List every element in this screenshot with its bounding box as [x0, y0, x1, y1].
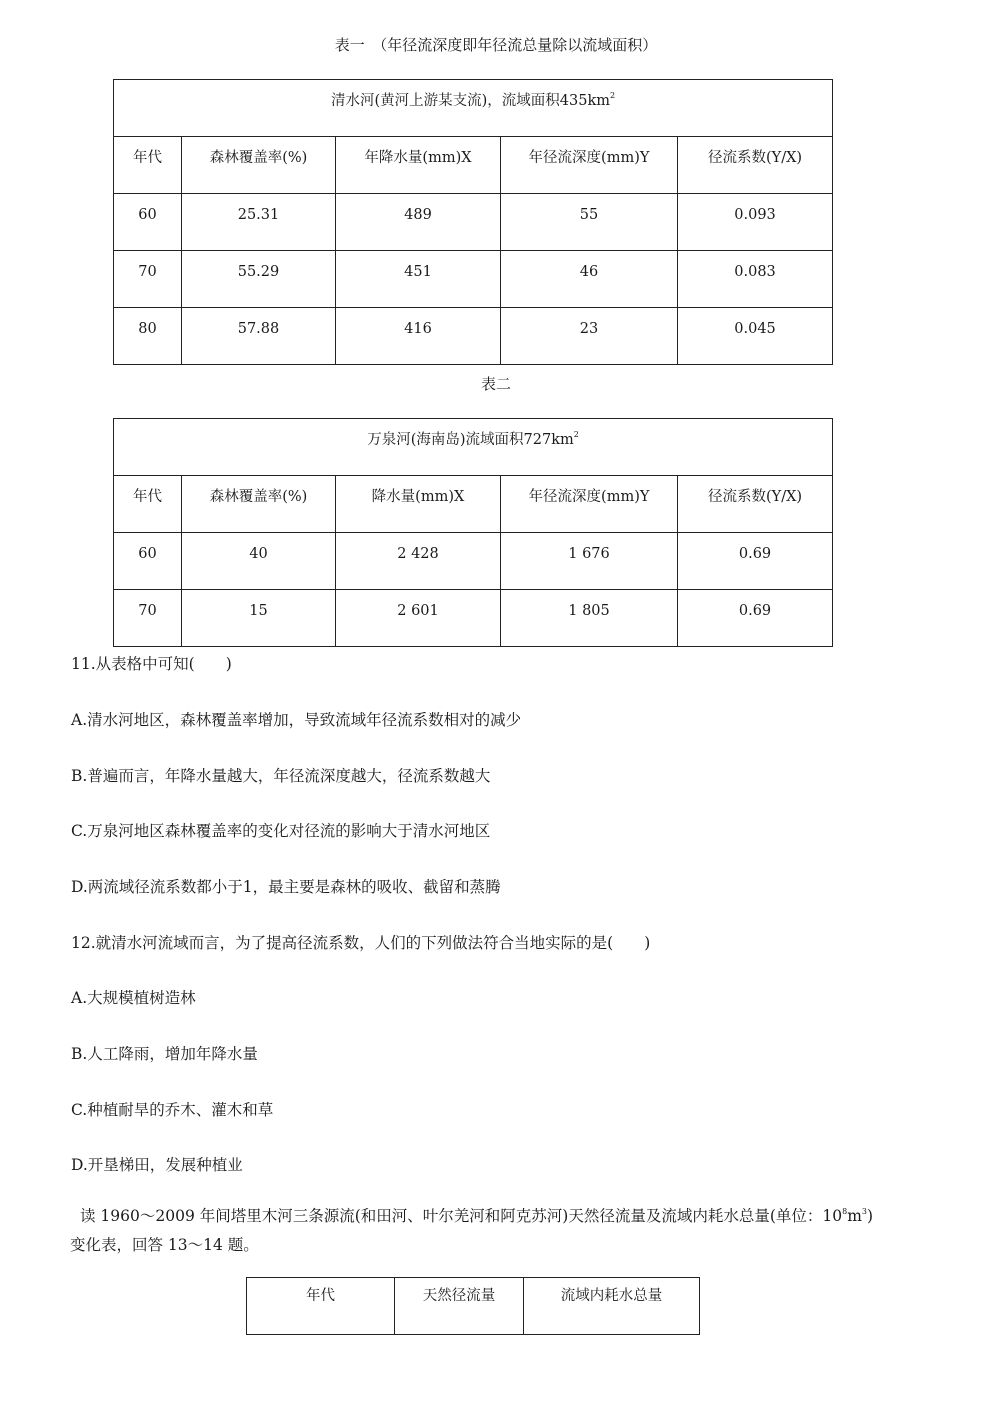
table1-caption: 表一 （年径流深度即年径流总量除以流域面积） [334, 36, 658, 54]
table-row [114, 533, 833, 590]
table-cell: 80 [114, 308, 182, 365]
table-row [114, 251, 833, 308]
question-11-option-a: A.清水河地区，森林覆盖率增加，导致流域年径流系数相对的减少 [71, 711, 522, 729]
table-cell: 15 [182, 590, 336, 647]
table1-title: 清水河(黄河上游某支流)，流域面积$435km^2$ [114, 80, 833, 137]
question-12-option-c: C.种植耐旱的乔木、灌木和草 [71, 1101, 274, 1119]
table3-header-cell: 流域内耗水总量 [524, 1278, 700, 1335]
table2-header-cell: 年代 [114, 476, 182, 533]
table-cell: 2 428 [336, 533, 501, 590]
table-cell: 0.69 [678, 590, 833, 647]
table-row [114, 308, 833, 365]
table-cell: 70 [114, 251, 182, 308]
question-12-stem: 12.就清水河流域而言，为了提高径流系数，人们的下列做法符合当地实际的是( ) [71, 934, 651, 952]
table-row [114, 194, 833, 251]
table1-header-cell: 年径流深度(mm)Y [501, 137, 678, 194]
question-11-option-b: B.普遍而言，年降水量越大，年径流深度越大，径流系数越大 [71, 767, 491, 785]
table-cell: 55 [501, 194, 678, 251]
table-cell: 489 [336, 194, 501, 251]
table-cell: 70 [114, 590, 182, 647]
question-12-option-b: B.人工降雨，增加年降水量 [71, 1045, 258, 1063]
table-cell: 60 [114, 194, 182, 251]
table2-title: 万泉河(海南岛)流域面积$727km^2$ [114, 419, 833, 476]
table-cell: 46 [501, 251, 678, 308]
table2-header-cell: 森林覆盖率(%) [182, 476, 336, 533]
question-12-option-a: A.大规模植树造林 [71, 989, 196, 1007]
table-cell: 25.31 [182, 194, 336, 251]
reading-passage: 读 1960～2009 年间塔里木河三条源流(和田河、叶尔羌河和阿克苏河)天然径流量及流域内耗水总量(单位：$10^8m^3$)变化表，回答 13～14 题。 [70, 1207, 874, 1254]
table3-header-cell: 天然径流量 [395, 1278, 524, 1335]
table1-header-cell: 径流系数(Y/X) [678, 137, 833, 194]
question-11-option-c: C.万泉河地区森林覆盖率的变化对径流的影响大于清水河地区 [71, 822, 491, 840]
table-cell: 2 601 [336, 590, 501, 647]
table1-header-cell: 森林覆盖率(%) [182, 137, 336, 194]
table2 [113, 418, 833, 647]
table3-header-row [247, 1278, 700, 1335]
table-cell: 23 [501, 308, 678, 365]
question-12-option-d: D.开垦梯田，发展种植业 [71, 1156, 243, 1174]
table-cell: 57.88 [182, 308, 336, 365]
table3-header-cell: 年代 [247, 1278, 395, 1335]
table3 [246, 1277, 700, 1335]
table-cell: 0.69 [678, 533, 833, 590]
table-cell: 1 805 [501, 590, 678, 647]
question-11-stem: 11.从表格中可知( ) [71, 655, 232, 673]
table2-header-cell: 径流系数(Y/X) [678, 476, 833, 533]
table-cell: 40 [182, 533, 336, 590]
table-cell: 60 [114, 533, 182, 590]
table2-caption: 表二 [480, 375, 511, 393]
table-cell: 451 [336, 251, 501, 308]
table1-header-cell: 年降水量(mm)X [336, 137, 501, 194]
table-cell: 55.29 [182, 251, 336, 308]
table1-header-cell: 年代 [114, 137, 182, 194]
table-cell: 1 676 [501, 533, 678, 590]
table-cell: 416 [336, 308, 501, 365]
question-11-option-d: D.两流域径流系数都小于1，最主要是森林的吸收、截留和蒸腾 [71, 878, 501, 896]
table-row [114, 590, 833, 647]
table1 [113, 79, 833, 365]
table2-header-cell: 降水量(mm)X [336, 476, 501, 533]
table2-header-cell: 年径流深度(mm)Y [501, 476, 678, 533]
table-cell: 0.045 [678, 308, 833, 365]
table-cell: 0.093 [678, 194, 833, 251]
table-cell: 0.083 [678, 251, 833, 308]
table2-header-row [114, 476, 833, 533]
table1-header-row [114, 137, 833, 194]
